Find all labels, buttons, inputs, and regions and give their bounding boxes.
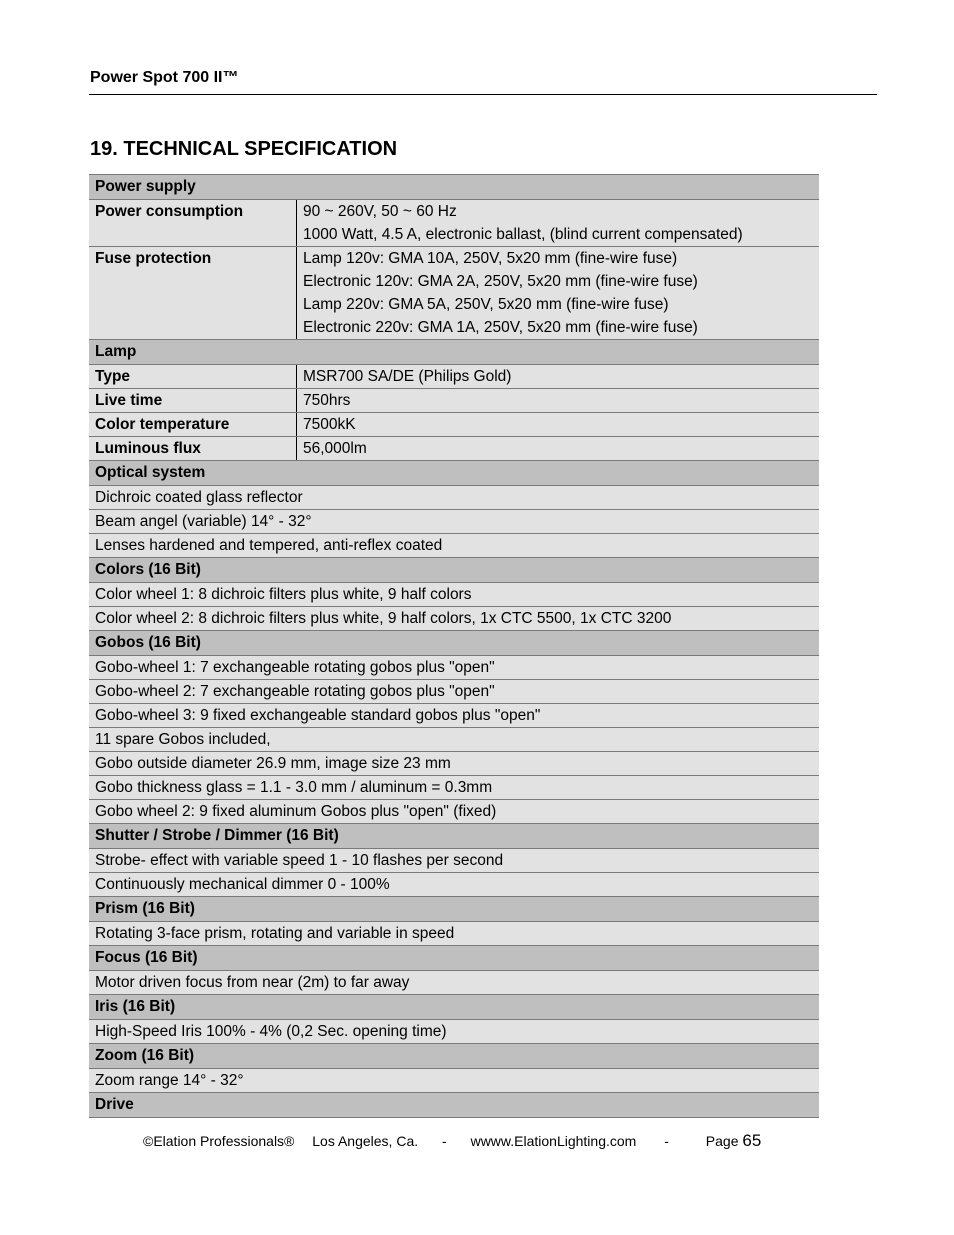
footer-location: Los Angeles, Ca. [312,1133,419,1149]
page-footer [143,1131,761,1151]
spec-key: Power consumption [89,200,297,246]
group-heading-colors: Colors (16 Bit) [89,558,819,583]
page-number: 65 [742,1131,762,1150]
spec-line: Gobo-wheel 1: 7 exchangeable rotating gobos plus "open" [89,656,819,680]
spec-line: Dichroic coated glass reflector [89,486,819,510]
footer-copyright: ©Elation Professionals® [143,1133,295,1149]
footer-website: wwww.ElationLighting.com [470,1133,637,1149]
spec-value: MSR700 SA/DE (Philips Gold) [303,368,512,385]
spec-line: Gobo wheel 2: 9 fixed aluminum Gobos plus "open" (fixed) [89,800,819,824]
spec-row-lamp-type [89,365,819,389]
spec-key: Luminous flux [89,437,297,460]
spec-row-power-consumption [89,200,819,247]
spec-line: Gobo-wheel 3: 9 fixed exchangeable standard gobos plus "open" [89,704,819,728]
header-divider [89,94,877,95]
group-heading-optical-system: Optical system [89,461,819,486]
spec-line: Continuously mechanical dimmer 0 - 100% [89,873,819,897]
spec-line: Motor driven focus from near (2m) to far away [89,971,819,995]
footer-page-label: Page [705,1133,739,1149]
group-heading-power-supply: Power supply [89,174,819,200]
spec-key: Type [89,365,297,388]
spec-key: Fuse protection [89,247,297,339]
group-heading-lamp: Lamp [89,340,819,365]
spec-line: Rotating 3-face prism, rotating and variable in speed [89,922,819,946]
spec-key: Live time [89,389,297,412]
spec-line: Gobo outside diameter 26.9 mm, image size 23 mm [89,752,819,776]
group-heading-focus: Focus (16 Bit) [89,946,819,971]
spec-line: Strobe- effect with variable speed 1 - 10 flashes per second [89,849,819,873]
document-header-title: Power Spot 700 II™ [90,69,239,86]
spec-line: Zoom range 14° - 32° [89,1069,819,1093]
spec-row-color-temperature [89,413,819,437]
spec-line: High-Speed Iris 100% - 4% (0,2 Sec. opening time) [89,1020,819,1044]
spec-line: Color wheel 2: 8 dichroic filters plus white, 9 half colors, 1x CTC 5500, 1x CTC 3200 [89,607,819,631]
spec-row-luminous-flux [89,437,819,461]
spec-line: Gobo thickness glass = 1.1 - 3.0 mm / aluminum = 0.3mm [89,776,819,800]
footer-separator: - [442,1133,447,1149]
spec-line: 11 spare Gobos included, [89,728,819,752]
spec-table [89,174,819,1118]
spec-key: Color temperature [89,413,297,436]
spec-value: 7500kK [303,416,356,433]
spec-line: Beam angel (variable) 14° - 32° [89,510,819,534]
spec-value: 56,000lm [303,440,367,457]
group-heading-shutter: Shutter / Strobe / Dimmer (16 Bit) [89,824,819,849]
group-heading-iris: Iris (16 Bit) [89,995,819,1020]
spec-line: Gobo-wheel 2: 7 exchangeable rotating gobos plus "open" [89,680,819,704]
group-heading-gobos: Gobos (16 Bit) [89,631,819,656]
spec-value: 90 ~ 260V, 50 ~ 60 Hz 1000 Watt, 4.5 A, electronic ballast, (blind current compensated) [303,203,743,243]
spec-row-live-time [89,389,819,413]
spec-value: Lamp 120v: GMA 10A, 250V, 5x20 mm (fine-wire fuse) Electronic 120v: GMA 2A, 250V, 5x20 mm (fine-wire fuse) Lamp 220v: GMA 5A, 250V, 5x20 mm (fine-wire fuse) Electronic 220v: GMA 1A, 250V, 5x20 mm (fine-wire fuse) [303,250,698,336]
spec-line: Lenses hardened and tempered, anti-reflex coated [89,534,819,558]
spec-line: Color wheel 1: 8 dichroic filters plus white, 9 half colors [89,583,819,607]
group-heading-drive: Drive [89,1093,819,1118]
spec-row-fuse-protection [89,247,819,340]
spec-value: 750hrs [303,392,351,409]
footer-separator: - [664,1133,669,1149]
group-heading-zoom: Zoom (16 Bit) [89,1044,819,1069]
group-heading-prism: Prism (16 Bit) [89,897,819,922]
section-title: 19. TECHNICAL SPECIFICATION [90,138,398,160]
